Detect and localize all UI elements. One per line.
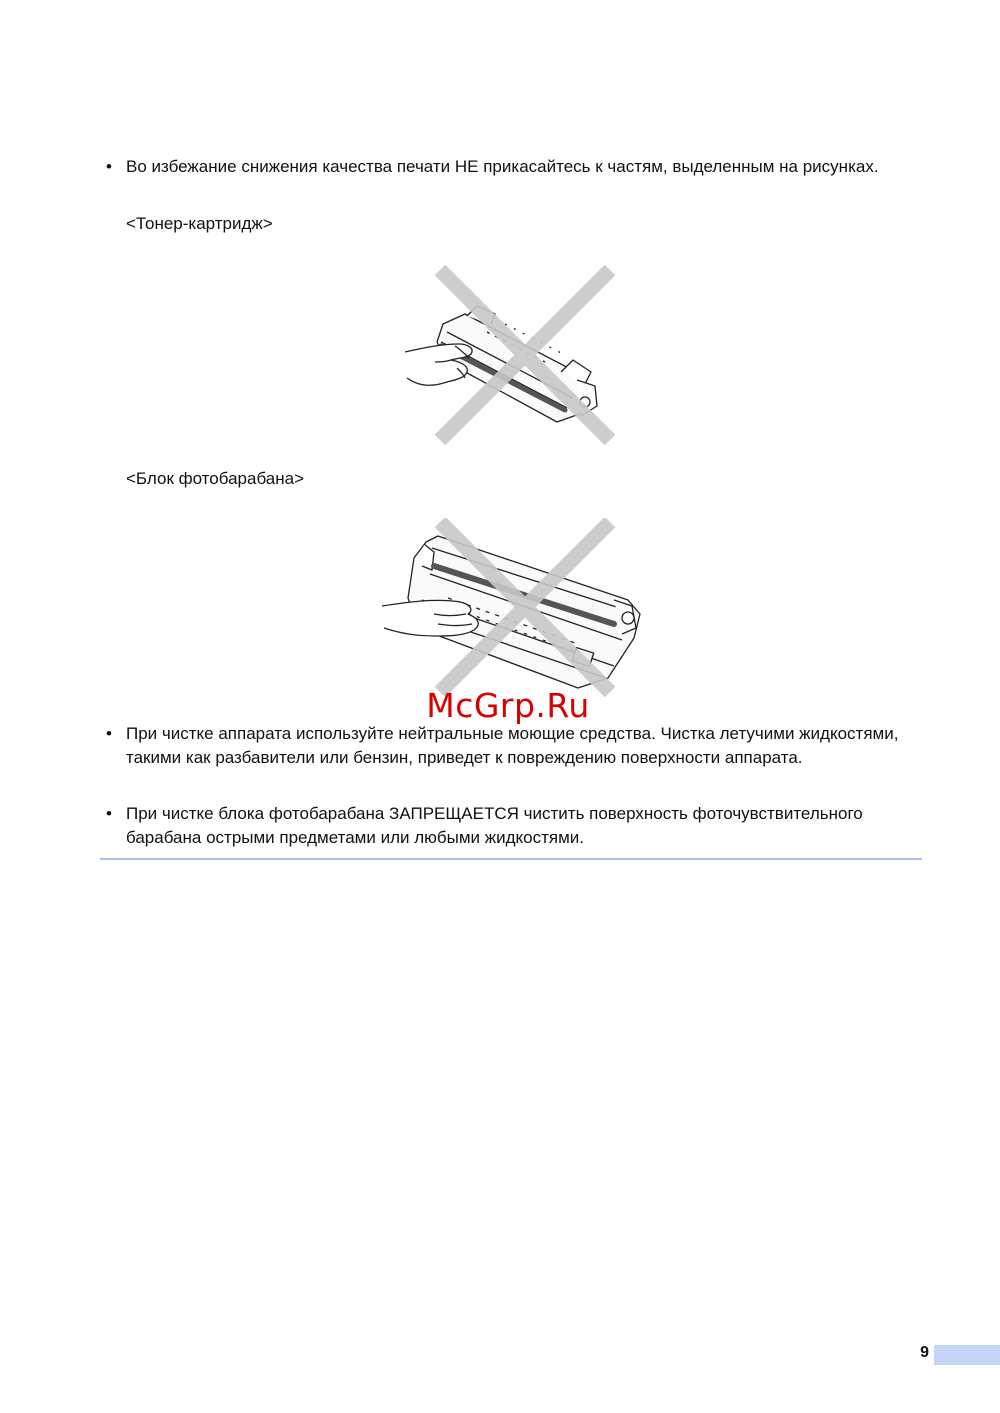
toner-cartridge-illustration — [395, 262, 625, 448]
watermark: McGrp.Ru — [426, 686, 590, 725]
bullet-text: При чистке блока фотобарабана ЗАПРЕЩАЕТСЯ чистить поверхность фоточувствительного барабана острыми предметами или любыми жидкостями. — [126, 804, 863, 847]
bullet-text: Во избежание снижения качества печати НЕ прикасайтесь к частям, выделенным на рисунках. — [126, 157, 879, 176]
bullet-symbol: • — [106, 157, 112, 176]
section-divider — [100, 858, 922, 860]
bullet-item — [106, 155, 926, 179]
drum-unit-illustration — [378, 518, 648, 708]
bullet-item — [106, 722, 926, 770]
bullet-symbol: • — [106, 724, 112, 743]
page-number: 9 — [920, 1344, 929, 1361]
page-tab-marker — [934, 1345, 1000, 1365]
caption-drum-unit: <Блок фотобарабана> — [126, 469, 305, 488]
bullet-symbol: • — [106, 804, 112, 823]
bullet-text: При чистке аппарата используйте нейтральные моющие средства. Чистка летучими жидкостями, такими как разбавители или бензин, приведет к повреждению поверхности аппарата. — [126, 724, 899, 767]
caption-toner-cartridge: <Тонер-картридж> — [126, 214, 273, 233]
bullet-item — [106, 802, 926, 850]
